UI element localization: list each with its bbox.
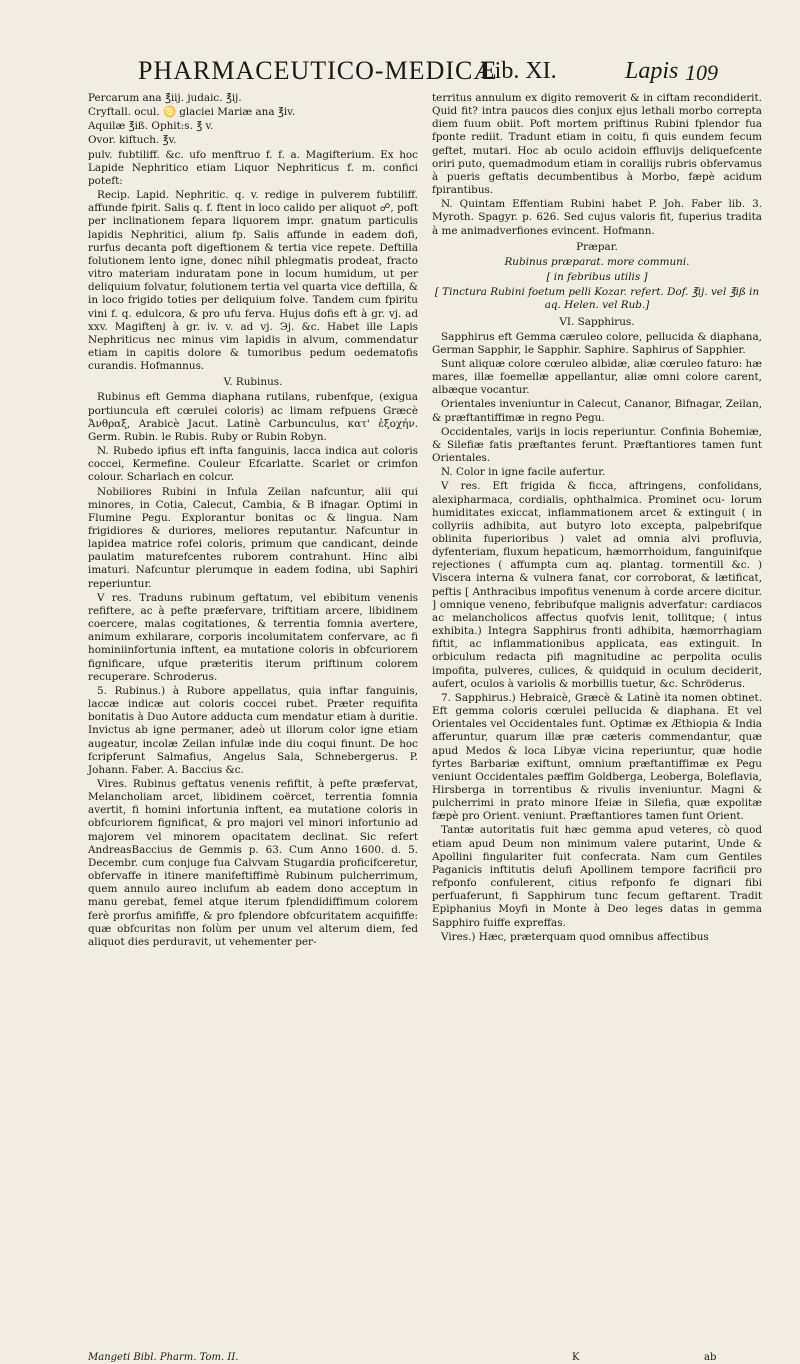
right-p: Orientales inveniuntur in Calecut, Cananor, Bifnagar, Zeilan, & præftantiffimæ in regno Pegu. — [432, 398, 762, 424]
right-column — [432, 92, 762, 945]
right-heading: VI. Sapphirus. — [559, 315, 635, 328]
page-footer — [88, 1352, 778, 1364]
right-p: N. Color in igne facile aufertur. — [441, 466, 606, 479]
right-sub: [ in febribus utilis ] — [546, 271, 648, 284]
left-column — [88, 92, 418, 950]
footer-reference: Mangeti Bibl. Pharm. Tom. II. — [88, 1352, 239, 1363]
right-p: N. Quintam Effentiam Rubini habet P. Joh. Faber lib. 3. Myroth. Spagyr. p. 626. Sed cujus valoris fit, fuperius tradita à me animadverfiones evincent. Hofmann. — [432, 198, 762, 237]
left-p: Vires. Rubinus geftatus venenis refiftit, à pefte præfervat, Melancholiam arcet, libidinem coërcet, terrentia fomnia avertit, fi homini infortunia inftent, ea mutatione coloris in obfcuriorem fignificat, & pro majori vel minori infortunio ad majorem vel minorem opacitatem declinat. Sic refert AndreasBaccius de Gemmis p. 63. Cum Anno 1600. d. 5. Decembr. cum conjuge fua Calvvam Stugardia proficifceretur, obfervaffe in itinere manifeftiffimè Rubinum pulcherrimum, quem annulo aureo inclufum ab eadem dono acceptum in manu gerebat, femel atque iterum fplendidiffimum colorem ferè prorfus amififfe, & pro fplendore obfcuritatem acquififfe: quæ obfcuritas non folùm per unum vel alterum diem, fed aliquot dies perduravit, ut vehementer per- — [88, 777, 418, 948]
left-p: 5. Rubinus.) à Rubore appellatus, quia inftar fanguinis, laccæ indicæ aut coloris coccei rubet. Præter requifita bonitatis à Duo Autore adducta cum mendatur etiam à duritie. Invictus ab igne permaner, adeò ut illorum color igne etiam augeatur, incolæ Zeilan infulæ inde diu coqui finunt. De hoc fcripferunt Salmafius, Angelus Sala, Schnebergerus. P. Johann. Faber. A. Baccius &c. — [88, 684, 418, 776]
page-number: 109 — [685, 60, 718, 85]
left-p: pulv. fubtiliff. &c. ufo menftruo f. f. a. Magifterium. Ex hoc Lapide Nephritico etiam Liquor Nephriticus f. m. confici poteft: — [88, 148, 418, 187]
right-p: territus annulum ex digito removerit & in ciftam recondiderit. Quid fit? intra paucos dies conjux ejus lethali morbo correpta diem fuum obiit. Poft mortem priftinus Rubini fplendor fua fponte rediit. Tradunt etiam in coitu, fi quis eundem fecum geftet, mutari. Hoc ab oculo acidoin effluvijs deliquefcente oriri puto, quemadmodum etiam in corallijs rubris obfervamus à pueris geftatis decumbentibus à Morbo, fæpè acidum fpirantibus. — [432, 92, 762, 197]
running-title: PHARMACEUTICO-MEDICÆ — [138, 56, 498, 85]
signature-mark: K — [572, 1352, 580, 1363]
right-p: Sapphirus eft Gemma cæruleo colore, pellucida & diaphana, German Sapphir, le Sapphir. Saphire. Saphirus of Sapphier. — [432, 330, 762, 356]
left-p: Rubinus eft Gemma diaphana rutilans, rubenfque, (exigua portiuncula eft cœrulei coloris) ac limam refpuens Græcè Ἀνθραξ, Arabicè Jacut. Latinè Carbunculus, κατ' ἐξοχήν. Germ. Rubin. le Rubis. Ruby or Rubin Robyn. — [88, 391, 418, 443]
right-p: Tantæ autoritatis fuit hæc gemma apud veteres, cò quod etiam apud Deum non minimum valere putarint, Unde & Apollini fingulariter fuit confecrata. Nam cum Gentiles Paganicis inftitutis delufi Apollinem tempore facrificii pro refponfo confulerent, citius refponfo fe dignari fibi perfuaferunt, fi Sapphirum tunc fecum geftarent. Tradit Epiphanius Moyfi in Monte à Deo leges datas in gemma Sapphiro fuiffe expreffas. — [432, 824, 762, 929]
left-p: Nobiliores Rubini in Infula Zeilan nafcuntur, alii qui minores, in Cotia, Calecut, Cambia, & B ifnagar. Optimi in Flumine Pegu. Explorantur bonitas oc & lingua. Nam frigidiores & duriores, meliores reputantur. Nafcuntur in lapidea matrice rofei coloris, primum que candicant, deinde paulatim maturefcentes ruborem contrahunt. Hinc albi imaturi. Nafcuntur plerumque in eadem fodina, ubi Saphiri reperiuntur. — [88, 485, 418, 590]
catchword: ab — [704, 1352, 717, 1363]
book-number: Lib. XI. — [480, 58, 557, 84]
left-p: Recip. Lapid. Nephritic. q. v. redige in pulverem fubtiliff. affunde fpirit. Salis q. f. ftent in loco calido per aliquot ☍, poft per inclinationem fepara liquorem impr. gnatum particulis lapidis Nephritici, alium fp. Salis affunde in eadem dofi, rurfus decanta poft digeftionem & tertia vice repete. Deftilla folutionem lento igne, donec nihil phlegmatis prodeat, fracto vitro materiam induratam pone in locum humidum, ut per deliquium folvatur, folutionem tertia vel quarta vice deftilla, & in loco frigido toties per deliquium folve. Tandem cum fpiritu vini f. q. edulcora, & pro ufu ferva. Hujus dofis eft à gr. vj. ad xxv. Magiftenj à gr. iv. v. ad vj. Эj. &c. Habet ille Lapis Nephriticus nec minus vim lapidis in alvum, commendatur etiam in capitis dolore & tumoribus pedum oedematofis curandis. Hofmannus. — [88, 189, 418, 373]
left-p: V res. Traduns rubinum geftatum, vel ebibitum venenis refiftere, ac à pefte præfervare, triftitiam arcere, libidinem coercere, malas cogitationes, & terrentia fomnia avertere, animum exhilarare, corporis incolumitatem confervare, ac fi hominiinfortunia inftent, ea mutatione coloris in obfcuriorem fignificare, ufque præteritis iterum priftinum colorem recuperare. Schroderus. — [88, 591, 418, 683]
right-sub: Rubinus præparat. more communi. — [504, 255, 690, 268]
right-p: Vires.) Hæc, præterquam quod omnibus affectibus — [441, 930, 709, 943]
left-heading: V. Rubinus. — [223, 376, 283, 389]
left-p: N. Rubedo ipfius eft infta fanguinis, lacca indica aut coloris coccei, Kermefine. Couleur Efcarlatte. Scarlet or crimfon colour. Scharlach en colcur. — [88, 445, 418, 484]
page-header — [60, 56, 780, 92]
right-p: Occidentales, varijs in locis reperiuntur. Confinia Bohemiæ, & Silefiæ fatis præftantes ferunt. Præftantiores tamen funt Orientales. — [432, 425, 762, 465]
right-p: 7. Sapphirus.) Hebraicè, Græcè & Latinè ita nomen obtinet. Eft gemma coloris cœrulei pellucida & diaphana. Et vel Orientales vel Occidentales funt. Optimæ ex Æthiopia & India afferuntur, quarum illæ præ cæteris commendantur, quæ apud Medos & loca Libyæ vicina reperiuntur, quæ hodie fyrtes Barbariæ exiftunt, omnium præftantiffimæ ex Pegu veniunt Occidentales pæffim Goldberga, Leoberga, Boleflavia, Hirsberga in torrentibus & rivulis inveniuntur. Magni & pulcherrimi in prato minore Ifeiæ in Silefia, quæ expolitæ fæpè pro Orient. veniunt. Præftantiores tamen funt Orient. — [432, 691, 762, 823]
left-p: Aquilæ ℥iß. Ophit:s. ℥ v. — [88, 120, 214, 133]
left-p: Percarum ana ℥iij. judaic. ℥ij. — [88, 92, 242, 104]
left-p: Ovor. kiftuch. ℥v. — [88, 134, 177, 147]
right-p: V res. Eft frigida & ficca, aftringens, confolidans, alexipharmaca, cordialis, ophthalmica. Prominet ocu- lorum humiditates exiccat, inflammationem arcet & extinguit ( in collyriis adhibita, aut butyro loto excepta, palpebrifque oblinita fuperioribus ) valet ad omnia alvi profluvia, dyfenteriam, fluxum hepaticum, hæmorrhoidum, fanguinifque rejectiones ( affumpta cum aq. plantag. tormentill &c. ) Viscera interna & vulnera fanat, cor corroborat, & lætificat, peftis [ Anthracibus impofitus venenum à corde arcere dicitur. ] omnique veneno, febribufque malignis adverfatur: cardiacos ac melancholicos affectus quofvis lenit, tollitque; ( intus exhibita.) Integra Sapphirus fronti adhibita, hæmorrhagiam fiftit, ac inflammationibus applicata, eas extinguit. In orbiculum redacta pifi magnitudine ac perpolita oculis impofita, pulveres, culices, & quidquid in oculum deciderit, aufert, oculos à variolis & morbillis tuetur, &c. Schröderus. — [432, 480, 762, 690]
right-heading: Præpar. — [576, 240, 618, 253]
right-sub: [ Tinctura Rubini foetum pelli Kozar. refert. Dof. ℥ij. vel ℥iß in aq. Helen. vel Rub.] — [434, 286, 760, 312]
left-p: Cryftall. ocul. ♋ glaciei Mariæ ana ℥iv. — [88, 106, 296, 119]
section-title: Lapis — [625, 58, 679, 84]
right-p: Sunt aliquæ colore cœruleo albidæ, aliæ cœruleo faturo: hæ mares, illæ foemellæ appellantur, aliæ omni colore carent, albæque vocantur. — [432, 357, 762, 397]
